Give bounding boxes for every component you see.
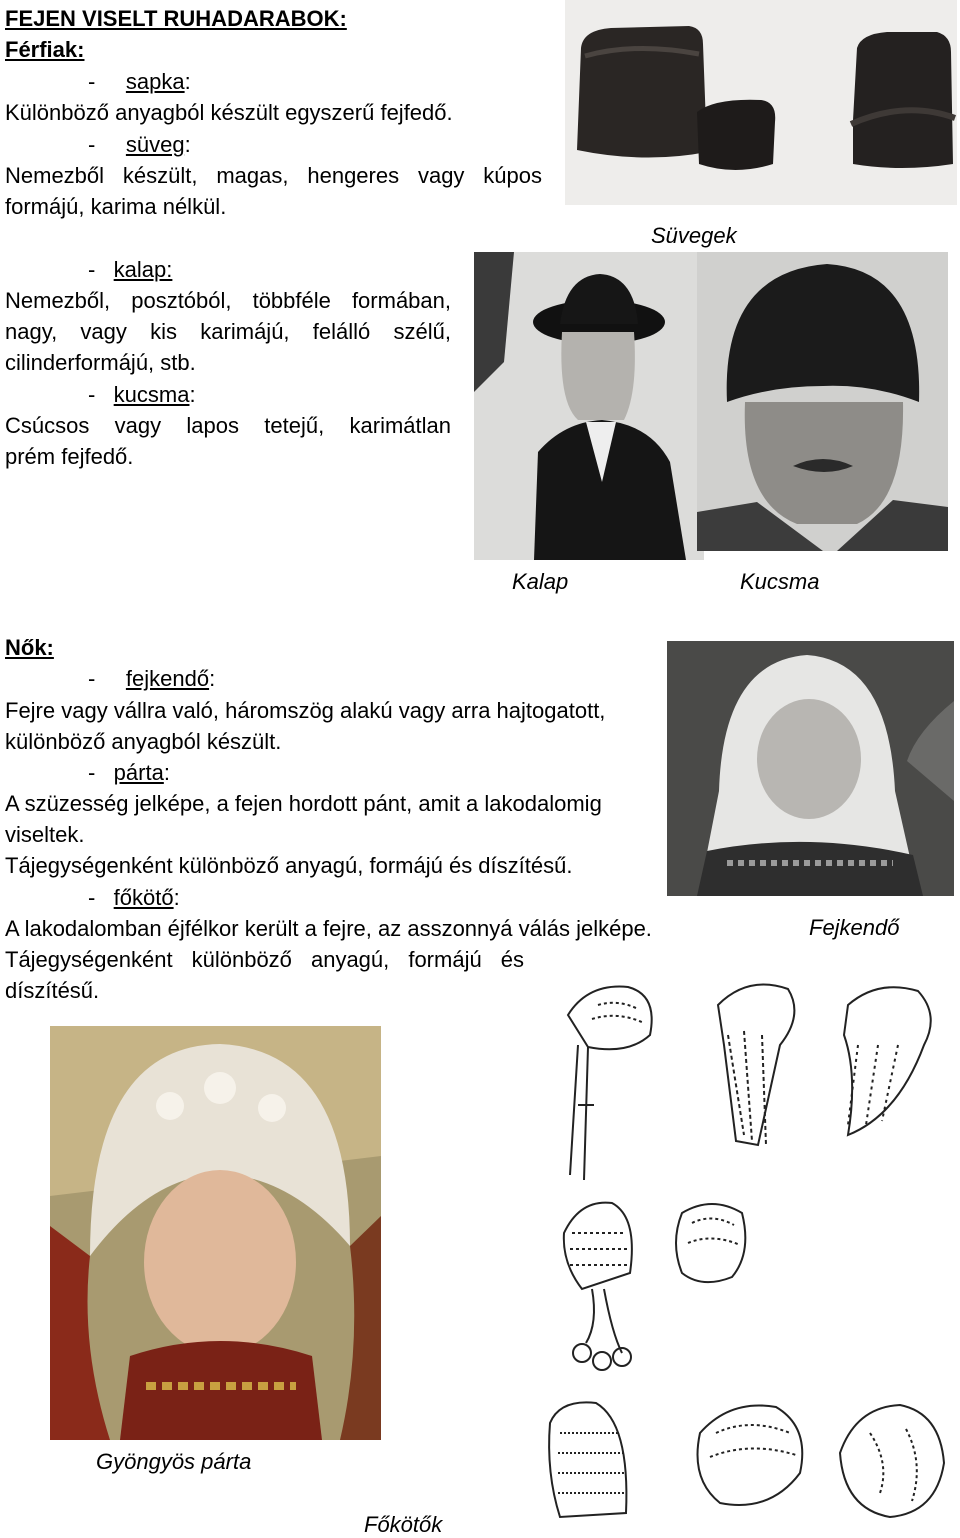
item-dash: - bbox=[88, 885, 96, 910]
gyongyos-parta-photo bbox=[50, 1026, 381, 1440]
term-colon: : bbox=[189, 382, 196, 407]
kucsma-photo bbox=[697, 252, 948, 551]
item-dash: - bbox=[88, 257, 96, 282]
kalap-description-line-2: nagy, vagy kis karimájú, felálló szélű, bbox=[5, 319, 451, 344]
kalap-description-line-1: Nemezből, posztóból, többféle formában, bbox=[5, 288, 451, 313]
parta-description-line-1: A szüzesség jelképe, a fejen hordott pánt, amit a lakodalomig bbox=[5, 791, 602, 816]
fokotok-drawings-row-1 bbox=[548, 975, 952, 1185]
item-fejkendo bbox=[88, 663, 215, 694]
parta-description-line-3: Tájegységenként különböző anyagú, formájú és díszítésű. bbox=[5, 853, 573, 878]
term-colon: : bbox=[163, 760, 170, 785]
fejkendo-photo bbox=[667, 641, 954, 896]
kucsma-description-line-1: Csúcsos vagy lapos tetejű, karimátlan bbox=[5, 413, 451, 438]
sapka-description: Különböző anyagból készült egyszerű fejfedő. bbox=[5, 100, 453, 125]
item-dash: - bbox=[88, 666, 96, 691]
fokoto-description-line-1: A lakodalomban éjfélkor került a fejre, az asszonnyá válás jelképe. bbox=[5, 916, 652, 941]
parta-description-line-2: viseltek. bbox=[5, 822, 85, 847]
item-kalap bbox=[88, 254, 172, 285]
fokotok-drawings-row-3 bbox=[540, 1393, 955, 1533]
term-suveg: süveg bbox=[125, 132, 185, 157]
caption-fokotok: Főkötők bbox=[364, 1512, 443, 1537]
caption-kalap: Kalap bbox=[512, 569, 569, 594]
fokoto-description-line-2: Tájegységenként különböző anyagú, formájú és bbox=[5, 947, 524, 972]
men-section-title: Férfiak: bbox=[5, 37, 85, 62]
women-section-title: Nők: bbox=[5, 635, 54, 660]
term-fejkendo: fejkendő bbox=[125, 666, 210, 691]
caption-suvegek: Süvegek bbox=[651, 223, 737, 248]
term-parta: párta bbox=[113, 760, 164, 785]
item-dash: - bbox=[88, 760, 96, 785]
term-kucsma: kucsma bbox=[113, 382, 190, 407]
fokotok-drawings-row-2 bbox=[552, 1193, 756, 1376]
item-kucsma bbox=[88, 379, 196, 410]
fokoto-description-line-3: díszítésű. bbox=[5, 978, 100, 1003]
item-sapka bbox=[88, 66, 191, 97]
caption-kucsma: Kucsma bbox=[740, 569, 820, 594]
item-dash: - bbox=[88, 69, 96, 94]
term-colon: : bbox=[209, 666, 216, 691]
suveg-description-line-1: Nemezből készült, magas, hengeres vagy kúpos bbox=[5, 163, 542, 188]
suvegek-photo bbox=[565, 0, 957, 205]
item-suveg bbox=[88, 129, 191, 160]
term-fokoto: főkötő bbox=[113, 885, 174, 910]
suveg-description-line-2: formájú, karima nélkül. bbox=[5, 194, 227, 219]
kucsma-description-line-2: prém fejfedő. bbox=[5, 444, 134, 469]
caption-fejkendo: Fejkendő bbox=[809, 915, 900, 940]
item-dash: - bbox=[88, 132, 96, 157]
term-colon: : bbox=[173, 885, 180, 910]
kalap-description-line-3: cilinderformájú, stb. bbox=[5, 350, 196, 375]
kalap-photo bbox=[474, 252, 704, 560]
term-colon: : bbox=[184, 132, 191, 157]
term-kalap: kalap: bbox=[113, 257, 173, 282]
item-dash: - bbox=[88, 382, 96, 407]
fejkendo-description-line-1: Fejre vagy vállra való, háromszög alakú vagy arra hajtogatott, bbox=[5, 698, 606, 723]
term-colon: : bbox=[184, 69, 191, 94]
item-fokoto bbox=[88, 882, 180, 913]
caption-gyongyos-parta: Gyöngyös párta bbox=[96, 1449, 252, 1474]
term-sapka: sapka bbox=[125, 69, 185, 94]
page-title: FEJEN VISELT RUHADARABOK: bbox=[5, 6, 347, 31]
fejkendo-description-line-2: különböző anyagból készült. bbox=[5, 729, 282, 754]
item-parta bbox=[88, 757, 170, 788]
